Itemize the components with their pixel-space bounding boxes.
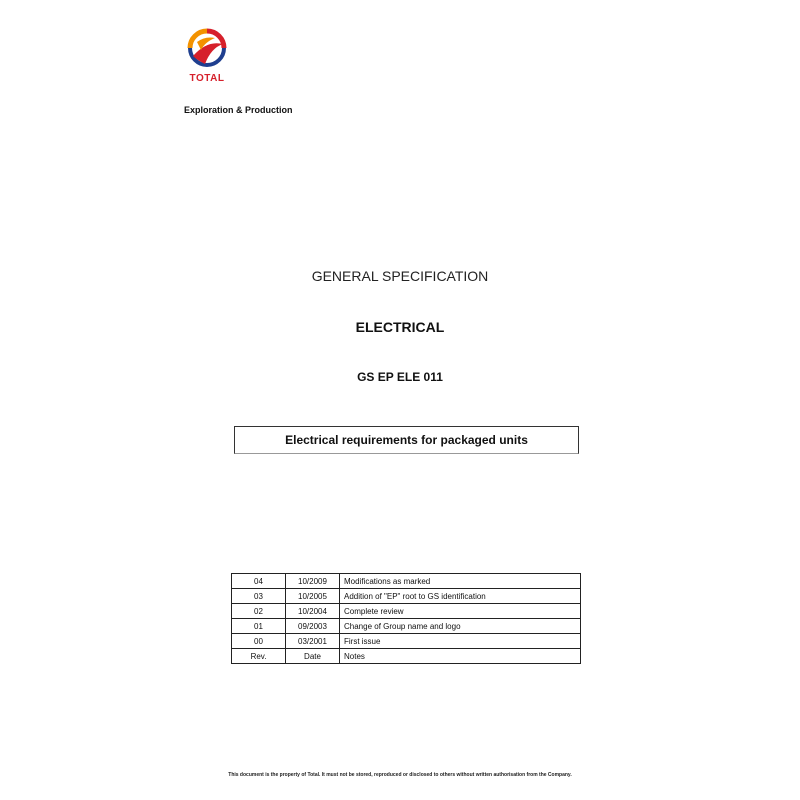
- document-title-box: [234, 426, 579, 454]
- table-row: [232, 589, 581, 604]
- division-label: Exploration & Production: [184, 105, 293, 115]
- company-logo: [183, 26, 231, 88]
- table-row: [232, 604, 581, 619]
- table-row: [232, 634, 581, 649]
- document-title: Electrical requirements for packaged units: [285, 433, 528, 447]
- note-cell: First issue: [340, 634, 581, 649]
- rev-cell: 04: [232, 574, 286, 589]
- discipline-heading: ELECTRICAL: [355, 319, 445, 335]
- total-logo-icon: [183, 26, 231, 72]
- rev-cell: 01: [232, 619, 286, 634]
- note-cell: Complete review: [340, 604, 581, 619]
- date-cell: 10/2009: [286, 574, 340, 589]
- date-column-header: Date: [286, 649, 340, 664]
- rev-column-header: Rev.: [232, 649, 286, 664]
- table-row: [232, 574, 581, 589]
- rev-cell: 00: [232, 634, 286, 649]
- date-cell: 10/2005: [286, 589, 340, 604]
- date-cell: 09/2003: [286, 619, 340, 634]
- rev-cell: 03: [232, 589, 286, 604]
- table-header-row: [232, 649, 581, 664]
- spec-type-heading: GENERAL SPECIFICATION: [311, 268, 489, 284]
- confidentiality-notice: This document is the property of Total. It must not be stored, reproduced or disclosed to others without written authorisation from the Company.: [228, 772, 572, 778]
- document-id: GS EP ELE 011: [357, 370, 443, 384]
- date-cell: 10/2004: [286, 604, 340, 619]
- note-cell: Change of Group name and logo: [340, 619, 581, 634]
- logo-wordmark: TOTAL: [189, 73, 225, 84]
- revision-table: [231, 573, 581, 664]
- note-cell: Addition of "EP" root to GS identification: [340, 589, 581, 604]
- date-cell: 03/2001: [286, 634, 340, 649]
- note-cell: Modifications as marked: [340, 574, 581, 589]
- table-row: [232, 619, 581, 634]
- notes-column-header: Notes: [340, 649, 581, 664]
- rev-cell: 02: [232, 604, 286, 619]
